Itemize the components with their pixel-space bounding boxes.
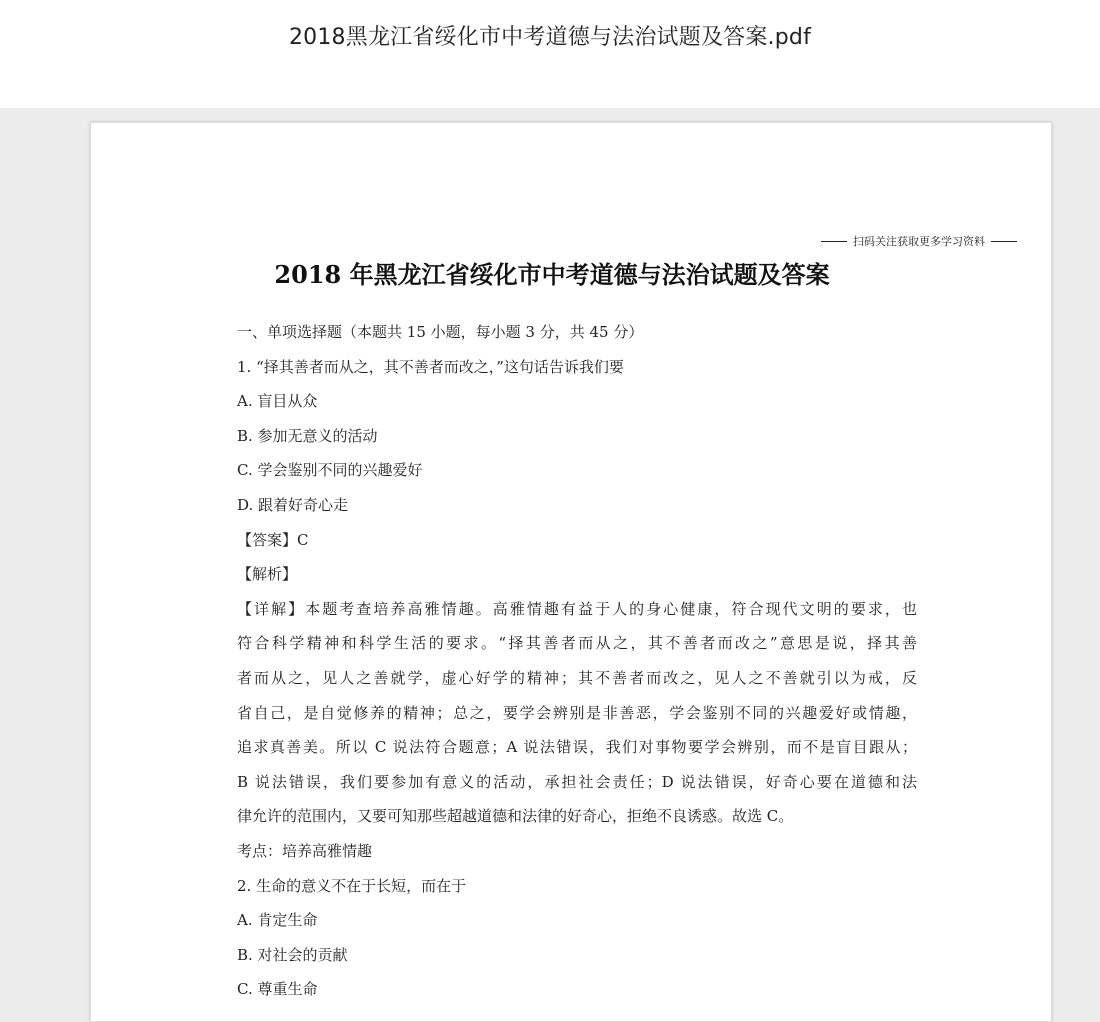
watermark-dash-right <box>991 241 1017 242</box>
question-1-stem: 1. “择其善者而从之，其不善者而改之，”这句话告诉我们要 <box>237 357 624 376</box>
detail-line: 律允许的范围内，又要可知那些超越道德和法律的好奇心，拒绝不良诱惑。故选 C。 <box>237 807 794 826</box>
detail-line: 追求真善美。所以 C 说法符合题意；A 说法错误，我们对事物要学会辨别，而不是盲目跟从； <box>237 738 917 757</box>
detail-line: 【详解】本题考查培养高雅情趣。高雅情趣有益于人的身心健康，符合现代文明的要求，也 <box>237 599 917 618</box>
section-heading: 一、单项选择题（本题共 15 小题，每小题 3 分，共 45 分） <box>237 323 644 341</box>
watermark-dash-left <box>821 241 847 242</box>
exam-body <box>237 315 917 1007</box>
detail-line: 符合科学精神和科学生活的要求。“择其善者而从之，其不善者而改之”意思是说，择其善 <box>237 634 917 653</box>
question-1-option-a: A. 盲目从众 <box>237 392 318 411</box>
document-title: 2018黑龙江省绥化市中考道德与法治试题及答案.pdf <box>288 25 812 50</box>
pdf-page <box>90 122 1052 1022</box>
question-1-answer: 【答案】C <box>237 530 309 549</box>
question-2-option-b: B. 对社会的贡献 <box>237 945 348 964</box>
qr-watermark <box>815 233 1023 249</box>
exam-title: 2018 年黑龙江省绥化市中考道德与法治试题及答案 <box>274 260 830 289</box>
question-1-analysis-label: 【解析】 <box>237 565 298 584</box>
detail-line: 者而从之，见人之善就学，虚心好学的精神；其不善者而改之，见人之不善就引以为戒，反 <box>237 668 917 687</box>
question-1-option-d: D. 跟着好奇心走 <box>237 495 349 514</box>
watermark-text: 扫码关注获取更多学习资料 <box>853 235 985 248</box>
question-1-option-b: B. 参加无意义的活动 <box>237 426 378 445</box>
question-1-detail <box>237 592 917 834</box>
viewer-header <box>0 0 1100 108</box>
detail-line: B 说法错误，我们要参加有意义的活动，承担社会责任；D 说法错误，好奇心要在道德和法 <box>237 772 917 791</box>
question-1-knowledge-point: 考点：培养高雅情趣 <box>237 841 373 860</box>
question-2-option-a: A. 肯定生命 <box>237 911 318 930</box>
question-2-option-c: C. 尊重生命 <box>237 980 318 999</box>
question-1-option-c: C. 学会鉴别不同的兴趣爱好 <box>237 461 423 480</box>
detail-line: 省自己，是自觉修养的精神；总之，要学会辨别是非善恶，学会鉴别不同的兴趣爱好或情趣， <box>237 703 917 722</box>
question-2-stem: 2. 生命的意义不在于长短，而在于 <box>237 876 467 895</box>
